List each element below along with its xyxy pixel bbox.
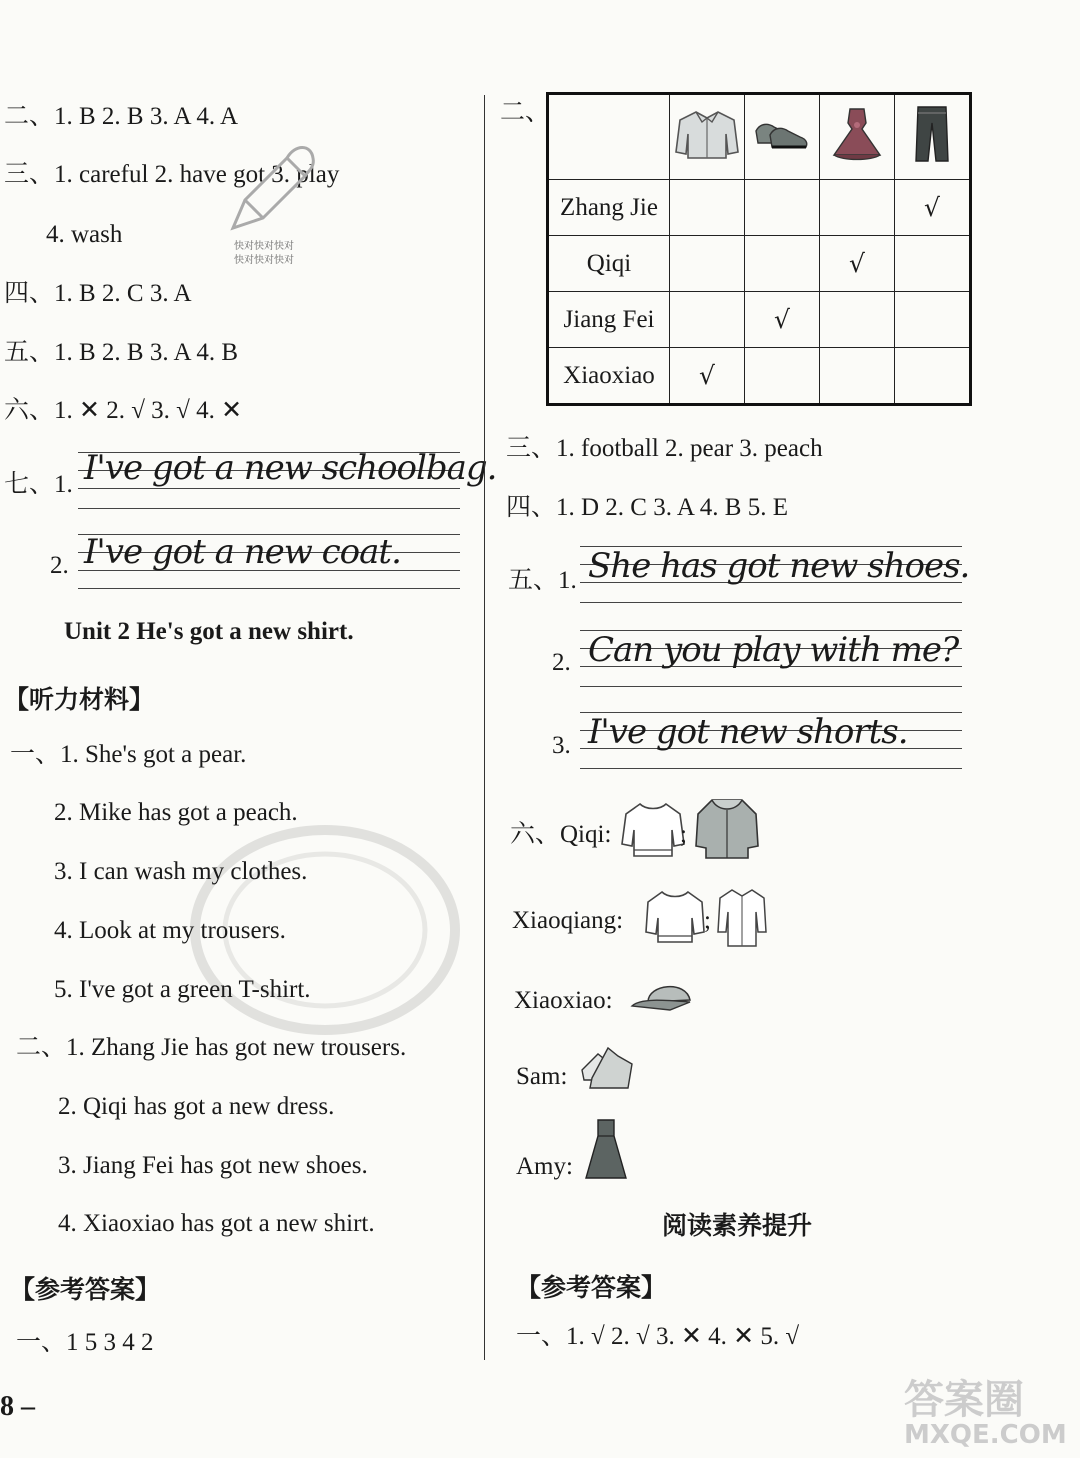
left-sec7-label: 七、1. [4,471,73,498]
left-sec6-answers: 六、1. ✕ 2. √ 3. √ 4. ✕ [4,397,243,424]
right-sec2-label: 二、 [500,99,551,126]
sweater-icon [642,888,708,948]
table-header-row [548,94,971,180]
table-row [548,292,971,348]
table-row [548,348,971,405]
right-sec6-qiqi: 六、Qiqi: [510,821,612,848]
writing-line [580,602,962,603]
right-sec6-sam: Sam: [516,1063,568,1090]
column-divider [484,95,485,1360]
table-cell [820,180,895,236]
left-answers-1: 一、1 5 3 4 2 [16,1329,154,1356]
right-sec6-xiaoxiao: Xiaoxiao: [514,987,613,1014]
table-cell [745,180,820,236]
table-header-shirt [670,94,745,180]
listening-1-5: 5. I've got a green T-shirt. [54,976,311,1003]
pencil-watermark-icon [225,140,317,236]
writing-line [78,508,460,509]
table-cell: √ [820,236,895,292]
table-cell [820,292,895,348]
table-row [548,180,971,236]
writing-line [580,768,962,769]
table-header-dress [820,94,895,180]
dress-icon [828,105,886,163]
right-sec5-label-2: 2. [552,649,571,676]
table-row-name: Xiaoxiao [548,348,670,405]
sneakers-icon [578,1044,634,1092]
handwritten-answer-5-3: I've got new shorts. [588,712,908,752]
answer-header-right: 【参考答案】 [516,1273,667,1302]
table-cell [670,292,745,348]
table-header-trousers [895,94,971,180]
shirt-icon [716,886,768,950]
right-sec4-answers: 四、1. D 2. C 3. A 4. B 5. E [506,494,788,521]
right-sec3-answers: 三、1. football 2. pear 3. peach [506,435,823,462]
shirt-icon [674,108,740,160]
left-sec4-answers: 四、1. B 2. C 3. A [4,280,192,307]
table-cell [670,180,745,236]
reading-section-title: 阅读素养提升 [662,1211,813,1240]
separator-semicolon: ; [704,907,711,934]
right-answers-1: 一、1. √ 2. √ 3. ✕ 4. ✕ 5. √ [516,1323,800,1350]
page-number: 8 – [0,1391,35,1422]
listening-2-1: 二、1. Zhang Jie has got new trousers. [16,1034,407,1061]
table-row-name: Zhang Jie [548,180,670,236]
listening-2-2: 2. Qiqi has got a new dress. [58,1093,335,1120]
table-cell [745,236,820,292]
table-cell: √ [745,292,820,348]
watermark-text-2: 快对快对快对 [234,255,294,266]
writing-line [580,686,962,687]
watermark-url: MXQE.COM [904,1420,1067,1450]
table-cell [895,348,971,405]
separator-semicolon: ; [680,821,687,848]
left-sec2-answers: 二、1. B 2. B 3. A 4. A [4,103,239,130]
listening-1-4: 4. Look at my trousers. [54,917,286,944]
table-corner-cell [548,94,670,180]
answer-header-left: 【参考答案】 [10,1275,161,1304]
table-row [548,236,971,292]
table-cell [895,292,971,348]
table-cell: √ [895,180,971,236]
right-sec5-label-3: 3. [552,732,571,759]
left-sec7-label-2: 2. [50,552,69,579]
table-cell: √ [670,348,745,405]
listening-1-1: 一、1. She's got a pear. [10,741,247,768]
listening-2-3: 3. Jiang Fei has got new shoes. [58,1152,368,1179]
trousers-icon [912,105,952,163]
sweater-icon [618,800,688,862]
cap-icon [630,976,698,1016]
table-cell [820,348,895,405]
listening-1-2: 2. Mike has got a peach. [54,799,298,826]
coat-icon [692,796,762,862]
table-header-shoes [745,94,820,180]
left-sec3-answer-4: 4. wash [46,221,123,248]
right-sec5-label-1: 五、1. [508,567,577,594]
table-cell [895,236,971,292]
listening-header: 【听力材料】 [4,685,155,714]
table-cell [745,348,820,405]
listening-2-4: 4. Xiaoxiao has got a new shirt. [58,1210,375,1237]
clothes-table [546,92,972,406]
table-row-name: Qiqi [548,236,670,292]
left-sec3-answers: 三、1. careful 2. have got 3. play [4,161,340,188]
shoes-icon [752,117,812,151]
watermark-logo: 答案圈 [904,1377,1024,1423]
handwritten-answer-7-2: I've got a new coat. [84,532,401,572]
listening-1-3: 3. I can wash my clothes. [54,858,308,885]
unit-title: Unit 2 He's got a new shirt. [64,618,354,645]
table-cell [670,236,745,292]
handwritten-answer-5-1: She has got new shoes. [588,546,970,586]
writing-line [78,588,460,589]
handwritten-answer-5-2: Can you play with me? [588,630,959,670]
left-sec5-answers: 五、1. B 2. B 3. A 4. B [4,339,239,366]
watermark-text-1: 快对快对快对 [234,241,294,252]
writing-line [78,488,460,489]
dress-icon [584,1118,628,1182]
handwritten-answer-7-1: I've got a new schoolbag. [84,448,497,488]
right-sec6-xiaoqiang: Xiaoqiang: [512,907,624,934]
table-row-name: Jiang Fei [548,292,670,348]
right-sec6-amy: Amy: [516,1153,573,1180]
